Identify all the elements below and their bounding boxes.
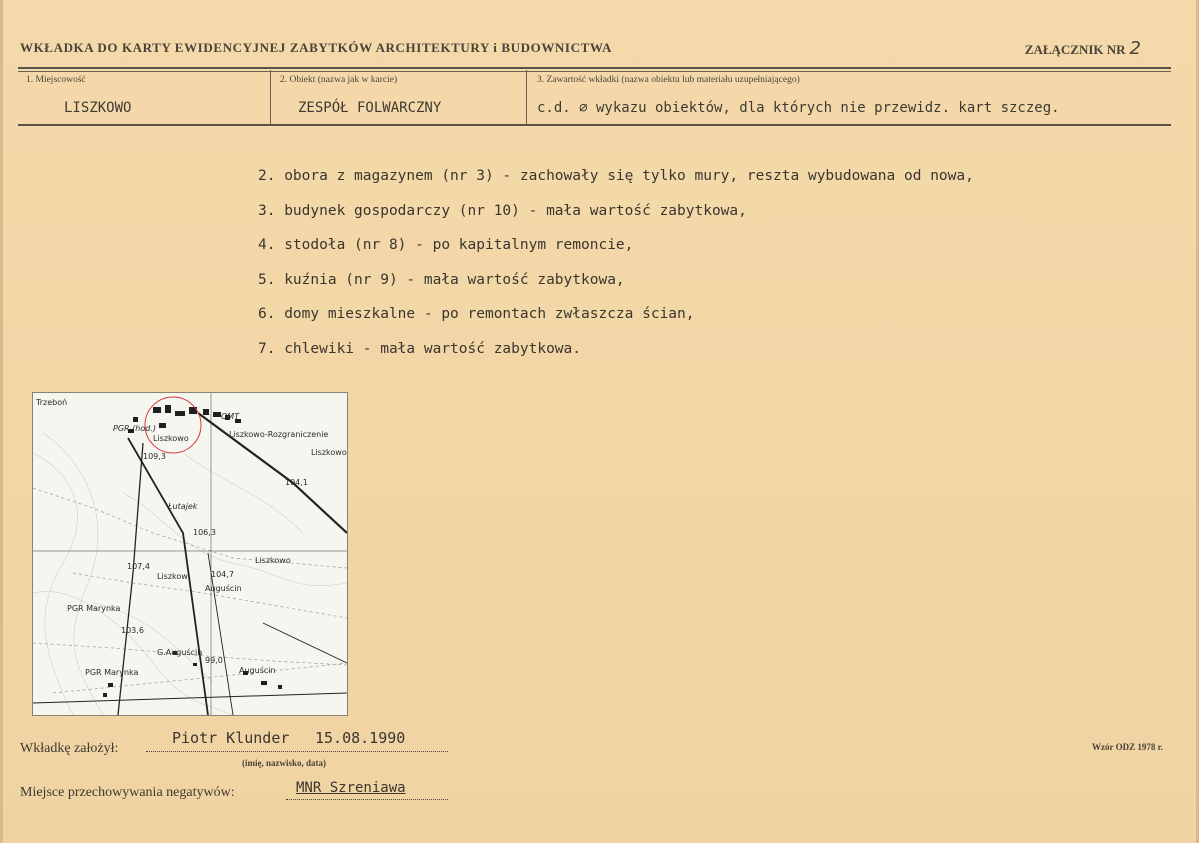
content-label: 3. Zawartość wkładki (nazwa obiektu lub materiału uzupełniającego) — [537, 75, 800, 85]
founder-label: Wkładkę założył: — [20, 741, 119, 756]
list-item: 4. stodoła (nr 8) - po kapitalnym remoncie, — [258, 237, 634, 253]
storage-value: MNR Szreniawa — [296, 780, 406, 796]
map-label: Liszkowo — [153, 434, 189, 443]
map-label: Trzeboń — [36, 398, 68, 407]
map-label: 109,3 — [143, 452, 166, 461]
storage-label: Miejsce przechowywania negatywów: — [20, 785, 235, 800]
map-label: PGR Marynka — [67, 604, 121, 613]
map-label: 106,3 — [193, 528, 216, 537]
list-item: 3. budynek gospodarczy (nr 10) - mała wartość zabytkowa, — [258, 202, 747, 219]
map-label: 99,0 — [205, 656, 223, 665]
map-label: Auguścin — [205, 584, 242, 593]
map-label: Liszkowo-Rozgraniczenie — [229, 430, 329, 439]
header-rule — [18, 67, 1171, 69]
map-label: 103,6 — [121, 626, 144, 635]
founder-caption: (imię, nazwisko, data) — [242, 758, 326, 768]
map-label: G.Auguścin — [157, 648, 203, 657]
map-label: Auguścin — [239, 666, 276, 675]
map-label: 104,7 — [211, 570, 234, 579]
list-item: 6. domy mieszkalne - po remontach zwłaszcza ścian, — [258, 306, 695, 322]
map-drawing — [33, 393, 347, 715]
card-title: WKŁADKA DO KARTY EWIDENCYJNEJ ZABYTKÓW ARCHITEKTURY i BUDOWNICTWA — [20, 40, 612, 55]
founder-date: 15.08.1990 — [315, 729, 406, 747]
list-item: 2. obora z magazynem (nr 3) - zachowały się tylko mury, reszta wybudowana od nowa, — [258, 168, 974, 184]
map-label: PGR Marynka — [85, 668, 139, 677]
map-label: Liszkowo — [311, 448, 347, 457]
field-divider-1 — [270, 70, 271, 125]
fields-bottom-rule — [18, 124, 1171, 126]
map-label: 104,1 — [285, 478, 308, 487]
form-code: Wzór ODZ 1978 r. — [1092, 742, 1163, 752]
map-label: OMT — [221, 412, 240, 421]
object-value: ZESPÓŁ FOLWARCZNY — [298, 100, 442, 116]
map-label: Łutajek — [168, 502, 198, 511]
map-label: PGR (hod.) — [113, 424, 156, 433]
list-item: 7. chlewiki - mała wartość zabytkowa. — [258, 340, 582, 357]
topographic-map — [32, 392, 348, 716]
list-item: 5. kuźnia (nr 9) - mała wartość zabytkowa, — [258, 271, 625, 288]
map-label: Liszkow — [157, 572, 188, 581]
annex-label: ZAŁĄCZNIK NR — [1024, 42, 1126, 57]
header-rule-thin — [18, 71, 1171, 72]
locality-value: LISZKOWO — [64, 100, 132, 116]
storage-dotline — [286, 799, 448, 800]
founder-name: Piotr Klunder — [172, 729, 290, 747]
object-label: 2. Obiekt (nazwa jak w karcie) — [280, 75, 398, 85]
annex-number — [1025, 38, 1141, 59]
locality-label: 1. Miejscowość — [26, 75, 86, 85]
map-label: 107,4 — [127, 562, 150, 571]
card-edge-left — [0, 0, 3, 843]
annex-value: 2 — [1129, 38, 1141, 59]
content-value: c.d. ⌀ wykazu obiektów, dla których nie przewidz. kart szczeg. — [537, 100, 1060, 116]
field-divider-2 — [526, 70, 527, 125]
founder-dotline — [146, 751, 448, 752]
map-grid — [33, 393, 347, 715]
object-list — [258, 168, 974, 375]
map-label: Liszkowo — [255, 556, 291, 565]
